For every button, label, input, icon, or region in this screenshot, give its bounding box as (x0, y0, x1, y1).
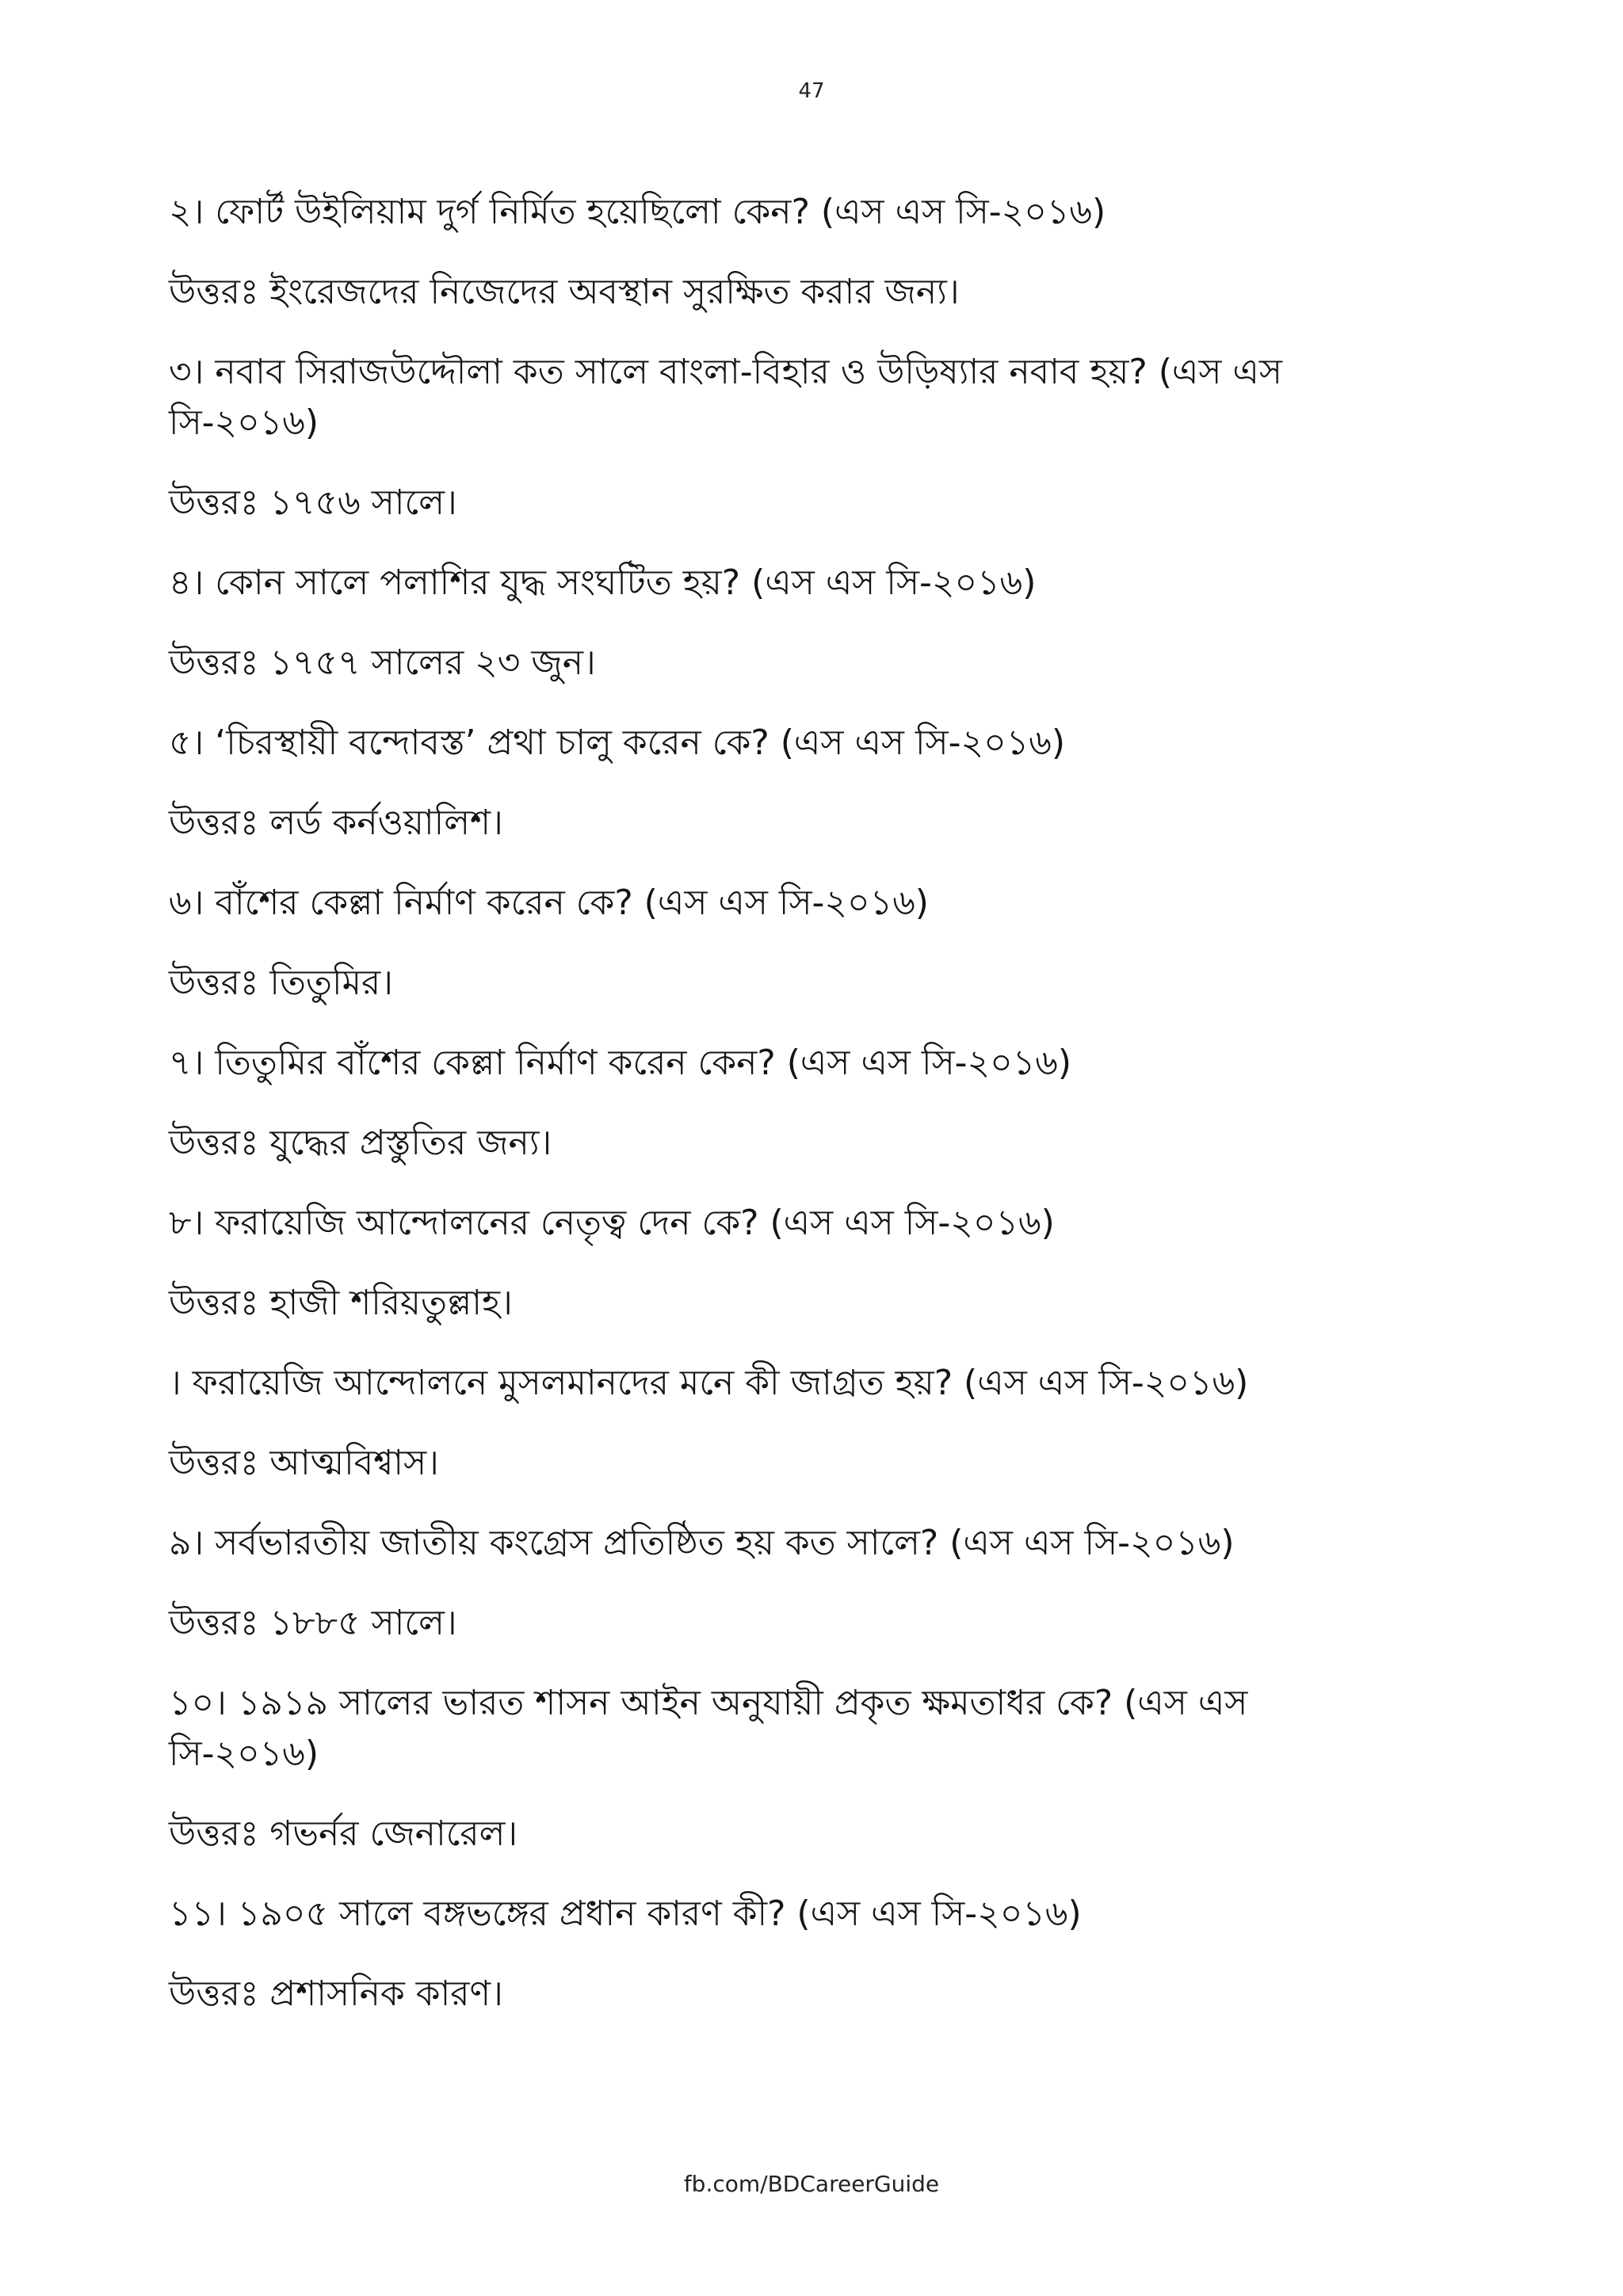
answer-unnumbered: উত্তরঃ আত্মবিশ্বাস। (169, 1443, 439, 1483)
question-10: ১০। ১৯১৯ সালের ভারত শাসন আইন অনুযায়ী প্রকৃত ক্ষমতাধর কে? (এস এস সি-২০১৬) (169, 1683, 1248, 1774)
question-8: ৮। ফরায়েজি আন্দোলনের নেতৃত্ব দেন কে? (এস এস সি-২০১৬) (169, 1203, 1055, 1243)
qa-list (169, 187, 1405, 2049)
answer-10: উত্তরঃ গভর্নর জেনারেল। (169, 1814, 518, 1854)
question-unnumbered: । ফরায়েজি আন্দোলনে মুসলমানদের মনে কী জাগ্রত হয়? (এস এস সি-২০১৬) (169, 1363, 1249, 1403)
answer-6: উত্তরঃ তিতুমির। (169, 963, 393, 1003)
answer-9: উত্তরঃ ১৮৮৫ সালে। (169, 1603, 457, 1643)
question-7: ৭। তিতুমির বাঁশের কেল্লা নির্মাণ করেন কেন? (এস এস সি-২০১৬) (169, 1043, 1072, 1083)
question-9: ৯। সর্বভারতীয় জাতীয় কংগ্রেস প্রতিষ্ঠিত হয় কত সালে? (এস এস সি-২০১৬) (169, 1523, 1235, 1563)
answer-8: উত্তরঃ হাজী শরিয়তুল্লাহ। (169, 1283, 513, 1323)
page-number: 47 (798, 79, 825, 103)
answer-2: উত্তরঃ ইংরেজদের নিজেদের অবস্থান সুরক্ষিত করার জন্য। (169, 272, 960, 312)
question-4: ৪। কোন সালে পলাশির যুদ্ধ সংঘটিত হয়? (এস এস সি-২০১৬) (169, 563, 1037, 603)
question-3: ৩। নবাব সিরাজউদ্দৌলা কত সালে বাংলা-বিহার ও উড়িষ্যার নবাব হয়? (এস এস সি-২০১৬) (169, 352, 1282, 443)
answer-3: উত্তরঃ ১৭৫৬ সালে। (169, 482, 457, 523)
question-2: ২। ফোর্ট উইলিয়াম দুর্গ নির্মিত হয়েছিলো কেন? (এস এস সি-২০১৬) (169, 192, 1106, 232)
question-5: ৫। ‘চিরস্থায়ী বন্দোবস্ত’ প্রথা চালু করেন কে? (এস এস সি-২০১৬) (169, 723, 1066, 763)
answer-11: উত্তরঃ প্রশাসনিক কারণ। (169, 1974, 503, 2014)
question-6: ৬। বাঁশের কেল্লা নির্মাণ করেন কে? (এস এস সি-২০১৬) (169, 883, 929, 923)
footer-link: fb.com/BDCareerGuide (683, 2171, 940, 2197)
answer-5: উত্তরঃ লর্ড কর্নওয়ালিশ। (169, 803, 503, 843)
answer-7: উত্তরঃ যুদ্ধের প্রস্তুতির জন্য। (169, 1123, 552, 1163)
question-11: ১১। ১৯০৫ সালে বঙ্গভঙ্গের প্রধান কারণ কী? (এস এস সি-২০১৬) (169, 1894, 1082, 1934)
answer-4: উত্তরঃ ১৭৫৭ সালের ২৩ জুন। (169, 643, 596, 683)
